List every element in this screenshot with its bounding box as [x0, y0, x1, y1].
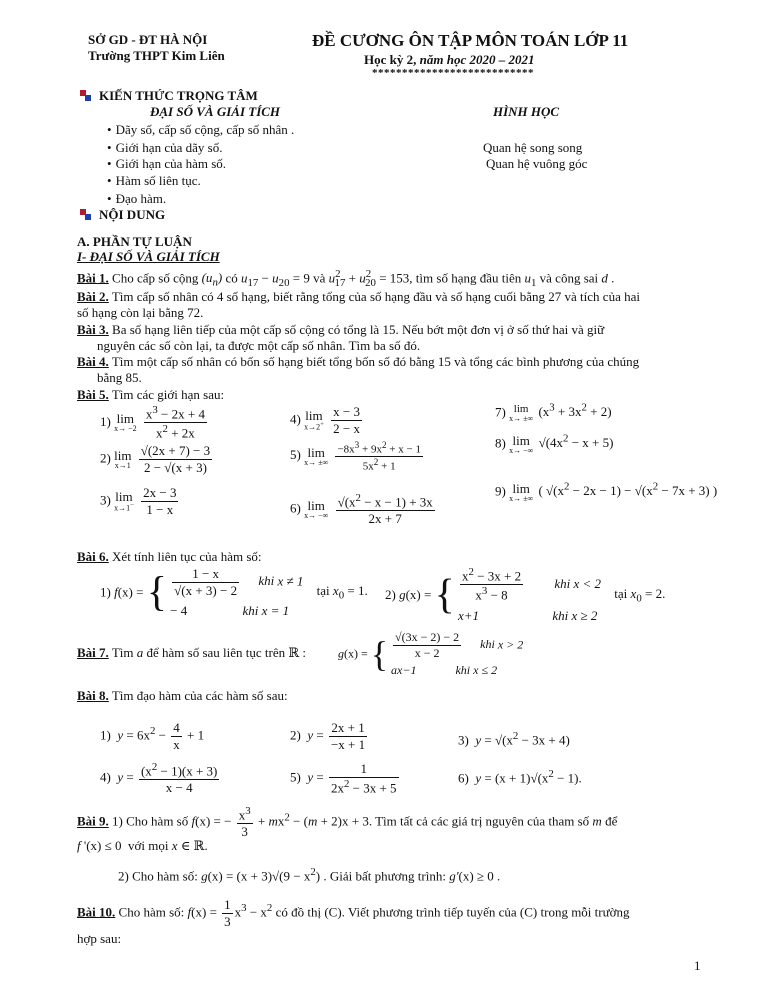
page-number: 1 — [694, 958, 701, 973]
problem-3-line2: nguyên các số còn lại, ta được một cấp số nhân. Tìm ba số đó. — [97, 338, 421, 353]
x0-value: = 1. — [347, 583, 368, 599]
problem-label: Bài 4. — [77, 354, 109, 369]
p4-line: Tìm một cấp số nhân có bốn số hạng biết tổng bốn số đó bằng 15 và tổng các bình phương của chúng — [111, 354, 640, 369]
dept-name: SỞ GD - ĐT HÀ NỘI — [88, 32, 208, 47]
limit-5: 5) lim x→ ±∞ $\frac{-8x^3 + 9x^2 + x - 1}{5x^2 + 1}$ — [290, 440, 421, 473]
p1-text: và công sai — [539, 270, 599, 286]
p2-line: Tìm cấp số nhân có 4 số hạng, biết rằng tổng của số hạng đầu và số hạng cuối bằng 27 và tích của hai — [111, 289, 640, 304]
condition: x ≥ 2 — [571, 607, 598, 623]
derivative-4: 4) y = $\frac{(x^2 - 1)(x + 3)}{x - 4}$ — [100, 761, 218, 796]
topic-item: • Giới hạn của hàm số. — [107, 156, 226, 172]
tai-label: tại — [316, 583, 330, 599]
problem-9-part2: 2) Cho hàm số: $g(x) = (x + 3)√(9 - x^2)$ . Giải bất phương trình: g'(x) ≥ 0 . — [118, 866, 501, 884]
p10-text: Cho hàm số: — [118, 904, 185, 920]
khi-label: khi — [552, 607, 569, 623]
p9-text: . Tìm tất cả các giá trị nguyên của tham số — [368, 813, 590, 829]
p8-text: Tìm đạo hàm của các hàm số sau: — [111, 688, 288, 703]
khi-label: khi — [242, 603, 259, 618]
p3-line: Ba số hạng liên tiếp của một cấp số cộng có tổng là 15. Nếu bớt một đơn vị ở số thứ hai và giữ — [112, 322, 605, 337]
problem-2-line2: số hạng còn lại bằng 72. — [77, 305, 204, 320]
topic-item: • Dãy số, cấp số cộng, cấp số nhân . — [107, 122, 294, 138]
limit-4: 4) lim x→2+ $\frac{x - 3}{2 - x}$ — [290, 404, 360, 436]
p9-text: với mọi — [128, 838, 169, 853]
problem-label: Bài 3. — [77, 322, 109, 337]
geometry-title: HÌNH HỌC — [493, 104, 560, 119]
algebra-title: ĐẠI SỐ VÀ GIẢI TÍCH — [150, 104, 281, 119]
limit-2: 2) lim x→1 $\frac{√(2x + 7) - 3}{2 - √(x + 3)}$ — [100, 443, 211, 475]
problem-7: Bài 7. Tìm a để hàm số sau liên tục trên ℝ : — [77, 645, 307, 660]
khi-label: khi — [258, 573, 275, 589]
p1-text: , tìm số hạng đầu tiên — [409, 270, 522, 286]
condition: x > 2 — [497, 637, 524, 652]
problem-label: Bài 2. — [77, 289, 109, 304]
section-heading: KIẾN THỨC TRỌNG TÂM — [99, 88, 258, 103]
p5-text: Tìm các giới hạn sau: — [111, 387, 225, 402]
part-a-sub: I- ĐẠI SỐ VÀ GIẢI TÍCH — [77, 249, 220, 264]
flag-icon — [80, 90, 91, 101]
derivative-1: 1) $y = 6x^2$ − $\frac{4}{x}$ + 1 — [100, 720, 205, 752]
limit-3: 3) lim x→1− $\frac{2x - 3}{1 - x}$ — [100, 485, 177, 517]
topic-item: • Giới hạn của dãy số. — [107, 140, 222, 156]
problem-9: Bài 9. 1) Cho hàm số f(x) = − $\frac{x^3}{3}$ + $mx^2 - (m + 2)x + 3$. Tìm tất cả các giá trị nguyên của tham số m để — [77, 805, 618, 840]
x0-value: = 2. — [645, 585, 666, 601]
problem-1: Bài 1. Cho cấp số cộng $(u_n)$ có $u_{17} - u_{20} = 9$ và $u^2_{17} + u^2_{20} = 153$, tìm số hạng đầu tiên $u_1$ và công sai d . — [77, 268, 615, 289]
condition: x = 1 — [261, 603, 290, 618]
problem-10-line2: hợp sau: — [77, 931, 122, 946]
problem-9-cond: f '(x) ≤ 0 với mọi x ∈ ℝ. — [77, 838, 208, 853]
p9-text: 1) Cho hàm số — [112, 813, 189, 829]
header-stars: *************************** — [372, 67, 534, 79]
problem-4 — [77, 354, 639, 370]
part-a-title: A. PHẦN TỰ LUẬN — [77, 234, 192, 249]
value: ax−1 — [391, 663, 417, 677]
problem-label: Bài 7. — [77, 645, 109, 660]
problem-label: Bài 6. — [77, 549, 109, 564]
problem-label: Bài 1. — [77, 270, 109, 286]
value: x+1 — [458, 607, 480, 623]
geometry-item: Quan hệ song song — [483, 140, 583, 155]
topic-item: • Đạo hàm. — [107, 191, 166, 207]
problem-8 — [77, 688, 288, 704]
school-name: Trường THPT Kim Liên — [88, 48, 225, 63]
derivative-5: 5) y = $\frac{1}{2x^2 - 3x + 5}$ — [290, 761, 397, 796]
piecewise-f: 1) f(x) = { $\frac{1 - x}{√(x + 3) - 2}$ khi x ≠ 1 − 4 khi x = 1 tại $x_0 = 1$. — [100, 566, 368, 618]
piecewise-g7: g(x) = { $\frac{√(3x - 2) - 2}{x - 2}$ khi x > 2 ax−1 khi x ≤ 2 — [338, 630, 524, 677]
derivative-6: 6) $y = (x + 1)√(x^2 - 1)$. — [458, 768, 582, 786]
limit-8: 8) lim x→ −∞ $√(4x^2 - x + 5)$ — [495, 432, 614, 455]
p10-text: có đồ thị (C). Viết phương trình tiếp tuyến của (C) trong mỗi trường — [275, 904, 630, 920]
p9-text: để — [605, 813, 618, 829]
p7-text: Tìm — [111, 645, 134, 660]
khi-label: khi — [554, 575, 571, 591]
flag-icon — [80, 209, 91, 220]
khi-label: khi — [480, 637, 495, 652]
derivative-3: 3) $y = √(x^2 - 3x + 4)$ — [458, 730, 570, 748]
p9-text: . Giải bất phương trình: — [323, 868, 446, 884]
value: − 4 — [170, 603, 188, 618]
section-content — [80, 207, 165, 223]
condition: x ≤ 2 — [473, 663, 498, 677]
geometry-item: Quan hệ vuông góc — [486, 156, 588, 171]
tai-label: tại — [614, 585, 628, 601]
problem-label: Bài 10. — [77, 904, 116, 920]
limit-6: 6) lim x→ −∞ $\frac{√(x^2 - x - 1) + 3x}{2x + 7}$ — [290, 492, 433, 527]
p9-text: 2) Cho hàm số: — [118, 868, 198, 884]
derivative-2: 2) y = $\frac{2x + 1}{-x + 1}$ — [290, 720, 366, 752]
term-year: năm học 2020 – 2021 — [419, 52, 535, 67]
p1-text: và — [313, 270, 326, 286]
problem-6 — [77, 549, 262, 565]
khi-label: khi — [455, 663, 471, 677]
problem-5 — [77, 387, 224, 403]
problem-2 — [77, 289, 640, 305]
limit-7: 7) lim x→ ±∞ $(x^3 + 3x^2 + 2)$ — [495, 402, 612, 423]
topic-item: • Hàm số liên tục. — [107, 173, 201, 189]
problem-label: Bài 9. — [77, 813, 109, 829]
condition: x < 2 — [573, 575, 602, 591]
problem-4-line2: bằng 85. — [97, 370, 142, 385]
p1-text: có — [225, 270, 238, 286]
p1-text: Cho cấp số cộng — [112, 270, 199, 286]
limit-1: 1) lim x→ −2 $\frac{x^3 - 2x + 4}{x^2 + 2x}$ — [100, 404, 205, 441]
p7-text: để hàm số sau liên tục trên ℝ : — [146, 645, 307, 660]
condition: x ≠ 1 — [277, 573, 304, 589]
section-heading: NỘI DUNG — [99, 207, 166, 222]
p6-text: Xét tính liên tục của hàm số: — [112, 549, 262, 564]
problem-label: Bài 8. — [77, 688, 109, 703]
problem-label: Bài 5. — [77, 387, 109, 402]
limit-9: 9) lim x→ ±∞ ( $√(x^2 - 2x - 1) - √(x^2 - 7x + 3)$ ) — [495, 480, 718, 503]
doc-term — [364, 52, 534, 68]
problem-10: Bài 10. Cho hàm số: f(x) = $\frac{1}{3}$ $x^3 - x^2$ có đồ thị (C). Viết phương trình tiếp tuyến của (C) trong mỗi trường — [77, 897, 630, 929]
section-key-knowledge — [80, 88, 258, 104]
problem-3 — [77, 322, 604, 338]
piecewise-g: 2) g(x) = { $\frac{x^2 - 3x + 2}{x^3 - 8}$ khi x < 2 x+1 khi x ≥ 2 tại $x_0 = 2$. — [385, 566, 666, 623]
term-prefix: Học kỳ 2, — [364, 52, 417, 67]
doc-title: ĐỀ CƯƠNG ÔN TẬP MÔN TOÁN LỚP 11 — [312, 31, 629, 50]
